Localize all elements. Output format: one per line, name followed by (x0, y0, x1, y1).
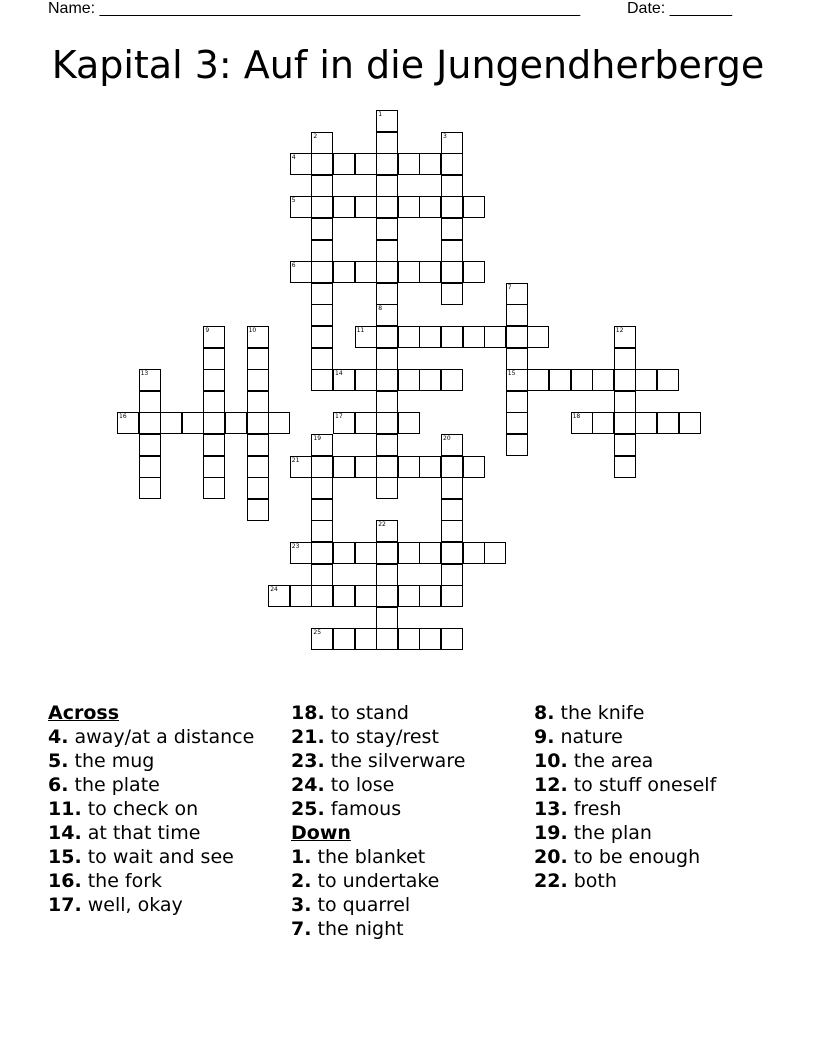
crossword-cell[interactable] (419, 369, 441, 391)
clue-number: 12 (615, 327, 624, 334)
clue-text: to stuff oneself (567, 774, 717, 796)
date-field: Date: _______ (627, 0, 732, 17)
crossword-cell[interactable] (463, 456, 485, 478)
crossword-cell[interactable] (376, 132, 398, 154)
crossword-cell[interactable] (311, 456, 333, 478)
clue-number: 19. (534, 822, 568, 844)
clue-number: 11 (356, 327, 365, 334)
crossword-cell[interactable] (441, 132, 463, 154)
crossword-cell[interactable] (311, 132, 333, 154)
clue-across (291, 750, 521, 772)
clue-number: 25 (313, 629, 322, 637)
crossword-cell[interactable] (311, 369, 333, 391)
clue-number: 17 (335, 413, 343, 421)
clue-column-2 (291, 702, 521, 942)
clue-number: 10 (248, 327, 257, 334)
crossword-cell[interactable] (419, 326, 441, 348)
crossword-cell[interactable] (247, 456, 269, 478)
clue-number: 21 (291, 456, 300, 464)
crossword-cell[interactable] (376, 348, 398, 370)
crossword-cell[interactable] (398, 412, 420, 434)
clue-text: the fork (81, 870, 163, 892)
crossword-cell[interactable] (376, 196, 398, 218)
clue-text: the plan (567, 822, 652, 844)
crossword-cell[interactable] (635, 369, 657, 391)
clue-number: 3 (443, 132, 447, 140)
crossword-cell[interactable] (592, 369, 614, 391)
crossword-cell[interactable] (506, 304, 528, 326)
crossword-cell[interactable] (441, 369, 463, 391)
crossword-cell[interactable] (614, 391, 636, 413)
crossword-cell[interactable] (355, 369, 377, 391)
crossword-cell[interactable] (614, 456, 636, 478)
crossword-cell[interactable] (463, 261, 485, 283)
clue-text: the night (311, 918, 404, 940)
crossword-cell[interactable] (419, 456, 441, 478)
clue-column-3 (534, 702, 794, 894)
crossword-cell[interactable] (247, 477, 269, 499)
clue-down (534, 870, 794, 892)
crossword-cell[interactable] (463, 326, 485, 348)
clue-across (48, 750, 268, 772)
crossword-cell[interactable] (441, 499, 463, 521)
crossword-cell[interactable] (527, 326, 549, 348)
crossword-cell[interactable] (247, 326, 269, 348)
crossword-cell[interactable] (311, 153, 333, 175)
crossword-cell[interactable] (311, 283, 333, 305)
crossword-cell[interactable] (333, 196, 355, 218)
crossword-cell[interactable] (290, 585, 312, 607)
clue-across (291, 702, 521, 724)
crossword-cell[interactable] (506, 434, 528, 456)
crossword-cell[interactable] (311, 240, 333, 262)
crossword-cell[interactable] (506, 412, 528, 434)
crossword-cell[interactable] (398, 153, 420, 175)
clue-number: 19 (313, 435, 322, 442)
clue-number: 24. (291, 774, 325, 796)
crossword-cell[interactable] (311, 304, 333, 326)
clue-down (534, 750, 794, 772)
crossword-cell[interactable] (549, 369, 571, 391)
crossword-cell[interactable] (376, 110, 398, 132)
crossword-cell[interactable] (376, 542, 398, 564)
clue-number: 16. (48, 870, 82, 892)
crossword-cell[interactable] (441, 456, 463, 478)
crossword-cell[interactable] (247, 348, 269, 370)
clue-across (291, 774, 521, 796)
crossword-cell[interactable] (419, 261, 441, 283)
crossword-cell[interactable] (376, 391, 398, 413)
clue-across (48, 798, 268, 820)
clue-number: 14 (335, 370, 343, 378)
clue-column-1 (48, 702, 268, 918)
crossword-cell[interactable] (160, 412, 182, 434)
crossword-cell[interactable] (355, 628, 377, 650)
crossword-cell[interactable] (398, 196, 420, 218)
crossword-cell[interactable] (225, 412, 247, 434)
crossword-cell[interactable] (398, 628, 420, 650)
clue-across (48, 774, 268, 796)
clue-text: to quarrel (311, 894, 411, 916)
clue-text: to stay/rest (324, 726, 439, 748)
crossword-cell[interactable] (398, 326, 420, 348)
clue-down (534, 798, 794, 820)
clue-text: to check on (81, 798, 199, 820)
crossword-cell[interactable] (441, 477, 463, 499)
crossword-cell[interactable] (592, 412, 614, 434)
crossword-cell[interactable] (355, 585, 377, 607)
crossword-cell[interactable] (290, 153, 312, 175)
clue-down (534, 726, 794, 748)
clue-number: 15. (48, 846, 82, 868)
clue-number: 21. (291, 726, 325, 748)
clue-number: 10. (534, 750, 568, 772)
crossword-cell[interactable] (139, 391, 161, 413)
crossword-cell[interactable] (484, 326, 506, 348)
clue-number: 4. (48, 726, 69, 748)
crossword-cell[interactable] (376, 261, 398, 283)
clue-number: 16 (119, 413, 127, 421)
crossword-cell[interactable] (203, 391, 225, 413)
crossword-cell[interactable] (333, 628, 355, 650)
clue-number: 23. (291, 750, 325, 772)
crossword-cell[interactable] (333, 412, 355, 434)
crossword-cell[interactable] (247, 499, 269, 521)
clue-text: the silverware (324, 750, 466, 772)
crossword-cell[interactable] (398, 542, 420, 564)
crossword-cell[interactable] (333, 369, 355, 391)
crossword-cell[interactable] (247, 391, 269, 413)
clue-text: away/at a distance (68, 726, 255, 748)
down-heading: Down (291, 822, 351, 844)
crossword-cell[interactable] (117, 412, 139, 434)
crossword-cell[interactable] (441, 240, 463, 262)
clue-down (534, 702, 794, 724)
crossword-cell[interactable] (376, 434, 398, 456)
crossword-cell[interactable] (311, 520, 333, 542)
crossword-cell[interactable] (290, 196, 312, 218)
crossword-cell[interactable] (419, 196, 441, 218)
crossword-cell[interactable] (657, 369, 679, 391)
crossword-cell[interactable] (441, 196, 463, 218)
crossword-cell[interactable] (311, 175, 333, 197)
crossword-cell[interactable] (311, 218, 333, 240)
crossword-cell[interactable] (355, 261, 377, 283)
clue-number: 4 (291, 154, 296, 162)
crossword-cell[interactable] (506, 391, 528, 413)
clue-number: 5. (48, 750, 69, 772)
clue-down (534, 774, 794, 796)
clue-number: 18 (572, 413, 581, 421)
crossword-cell[interactable] (376, 412, 398, 434)
clue-number: 7 (507, 283, 512, 291)
crossword-cell[interactable] (441, 628, 463, 650)
clue-number: 3. (291, 894, 312, 916)
crossword-cell[interactable] (139, 369, 161, 391)
clue-number: 6. (48, 774, 69, 796)
crossword-cell[interactable] (441, 218, 463, 240)
clue-number: 14. (48, 822, 82, 844)
clue-across (48, 726, 268, 748)
crossword-cell[interactable] (376, 520, 398, 542)
clue-number: 2 (313, 132, 318, 140)
crossword-cell[interactable] (506, 283, 528, 305)
clue-number: 8 (378, 305, 383, 313)
crossword-cell[interactable] (376, 218, 398, 240)
crossword-cell[interactable] (355, 456, 377, 478)
crossword-cell[interactable] (203, 369, 225, 391)
clue-across (48, 846, 268, 868)
crossword-cell[interactable] (311, 348, 333, 370)
crossword-cell[interactable] (441, 261, 463, 283)
crossword-cell[interactable] (311, 326, 333, 348)
clue-number: 18. (291, 702, 325, 724)
clue-number: 15 (507, 370, 516, 378)
clue-text: to wait and see (81, 846, 234, 868)
crossword-cell[interactable] (376, 456, 398, 478)
crossword-cell[interactable] (139, 477, 161, 499)
clue-text: to lose (324, 774, 395, 796)
page-title: Kapital 3: Auf in die Jungendherberge (51, 43, 765, 87)
crossword-cell[interactable] (441, 542, 463, 564)
clue-text: to stand (324, 702, 409, 724)
crossword-cell[interactable] (398, 369, 420, 391)
crossword-cell[interactable] (376, 477, 398, 499)
clue-text: fresh (567, 798, 622, 820)
crossword-cell[interactable] (203, 456, 225, 478)
clue-number: 12. (534, 774, 568, 796)
crossword-cell[interactable] (506, 369, 528, 391)
crossword-cell[interactable] (333, 542, 355, 564)
crossword-cell[interactable] (635, 412, 657, 434)
clue-across (291, 726, 521, 748)
clue-text: famous (324, 798, 402, 820)
crossword-cell[interactable] (376, 326, 398, 348)
crossword-cell[interactable] (419, 628, 441, 650)
crossword-cell[interactable] (441, 153, 463, 175)
clue-number: 25. (291, 798, 325, 820)
across-heading: Across (48, 702, 120, 724)
crossword-cell[interactable] (311, 564, 333, 586)
crossword-cell[interactable] (311, 196, 333, 218)
crossword-cell[interactable] (311, 434, 333, 456)
clue-text: to undertake (311, 870, 440, 892)
crossword-cell[interactable] (333, 585, 355, 607)
crossword-cell[interactable] (311, 628, 333, 650)
clue-across (48, 894, 268, 916)
crossword-cell[interactable] (441, 564, 463, 586)
crossword-cell[interactable] (506, 348, 528, 370)
clue-number: 9. (534, 726, 555, 748)
crossword-cell[interactable] (376, 564, 398, 586)
crossword-cell[interactable] (139, 456, 161, 478)
crossword-cell[interactable] (614, 348, 636, 370)
crossword-cell[interactable] (376, 283, 398, 305)
clue-number: 1 (378, 111, 383, 118)
clue-number: 2. (291, 870, 312, 892)
crossword-cell[interactable] (203, 326, 225, 348)
clue-across (291, 798, 521, 820)
crossword-cell[interactable] (139, 434, 161, 456)
crossword-cell[interactable] (311, 585, 333, 607)
clue-number: 23 (291, 543, 300, 550)
crossword-cell[interactable] (333, 261, 355, 283)
crossword-cell[interactable] (441, 326, 463, 348)
crossword-cell[interactable] (463, 542, 485, 564)
clue-text: both (567, 870, 617, 892)
clue-number: 7. (291, 918, 312, 940)
clue-down (291, 894, 521, 916)
crossword-cell[interactable] (376, 628, 398, 650)
clue-down (291, 870, 521, 892)
crossword-cell[interactable] (506, 326, 528, 348)
crossword-cell[interactable] (376, 585, 398, 607)
crossword-cell[interactable] (290, 261, 312, 283)
clue-down (534, 822, 794, 844)
crossword-cell[interactable] (398, 261, 420, 283)
clue-number: 6 (291, 262, 296, 270)
crossword-cell[interactable] (311, 261, 333, 283)
clue-number: 20 (443, 435, 451, 442)
clue-number: 5 (291, 197, 296, 205)
clue-number: 13. (534, 798, 568, 820)
crossword-cell[interactable] (419, 153, 441, 175)
name-field: Name: ______________________________________________________ (48, 0, 581, 17)
crossword-cell[interactable] (376, 240, 398, 262)
crossword-cell[interactable] (614, 412, 636, 434)
crossword-cell[interactable] (571, 412, 593, 434)
crossword-cell[interactable] (614, 326, 636, 348)
clue-text: to be enough (567, 846, 701, 868)
crossword-cell[interactable] (657, 412, 679, 434)
clue-number: 11. (48, 798, 82, 820)
crossword-cell[interactable] (182, 412, 204, 434)
clue-number: 9 (205, 327, 210, 334)
clue-text: the area (567, 750, 654, 772)
clue-across (48, 822, 268, 844)
crossword-cell[interactable] (311, 542, 333, 564)
crossword-cell[interactable] (355, 412, 377, 434)
crossword-cell[interactable] (247, 369, 269, 391)
crossword-cell[interactable] (376, 607, 398, 629)
clue-number: 24 (270, 586, 278, 594)
crossword-cell[interactable] (139, 412, 161, 434)
crossword-cell[interactable] (355, 542, 377, 564)
clue-text: nature (554, 726, 623, 748)
crossword-cell[interactable] (527, 369, 549, 391)
crossword-cell[interactable] (290, 456, 312, 478)
crossword-cell[interactable] (247, 434, 269, 456)
clue-number: 22. (534, 870, 568, 892)
crossword-cell[interactable] (441, 175, 463, 197)
clue-number: 20. (534, 846, 568, 868)
clue-text: the blanket (311, 846, 426, 868)
crossword-cell[interactable] (398, 585, 420, 607)
clue-across (48, 870, 268, 892)
crossword-cell[interactable] (441, 434, 463, 456)
clue-number: 1. (291, 846, 312, 868)
clue-text: the knife (554, 702, 645, 724)
crossword-cell[interactable] (311, 499, 333, 521)
crossword-cell[interactable] (355, 196, 377, 218)
crossword-cell[interactable] (355, 326, 377, 348)
crossword-cell[interactable] (419, 542, 441, 564)
crossword-cell[interactable] (311, 477, 333, 499)
crossword-cell[interactable] (203, 477, 225, 499)
crossword-cell[interactable] (571, 369, 593, 391)
crossword-cell[interactable] (376, 175, 398, 197)
crossword-cell[interactable] (463, 196, 485, 218)
clue-number: 13 (140, 370, 149, 378)
crossword-cell[interactable] (441, 585, 463, 607)
crossword-cell[interactable] (679, 412, 701, 434)
clue-number: 17. (48, 894, 82, 916)
crossword-cell[interactable] (376, 369, 398, 391)
crossword-cell[interactable] (268, 585, 290, 607)
crossword-cell[interactable] (355, 153, 377, 175)
crossword-cell[interactable] (376, 153, 398, 175)
clue-text: the mug (68, 750, 155, 772)
crossword-cell[interactable] (290, 542, 312, 564)
clue-down (534, 846, 794, 868)
crossword-cell[interactable] (441, 520, 463, 542)
crossword-cell[interactable] (247, 412, 269, 434)
crossword-cell[interactable] (614, 434, 636, 456)
crossword-cell[interactable] (333, 456, 355, 478)
crossword-cell[interactable] (203, 348, 225, 370)
crossword-cell[interactable] (268, 412, 290, 434)
crossword-cell[interactable] (333, 153, 355, 175)
clue-number: 8. (534, 702, 555, 724)
clue-text: at that time (81, 822, 201, 844)
crossword-cell[interactable] (398, 456, 420, 478)
crossword-cell[interactable] (614, 369, 636, 391)
clue-number: 22 (378, 521, 386, 529)
crossword-cell[interactable] (376, 304, 398, 326)
crossword-cell[interactable] (203, 412, 225, 434)
crossword-cell[interactable] (419, 585, 441, 607)
crossword-cell[interactable] (203, 434, 225, 456)
clue-text: the plate (68, 774, 160, 796)
clue-text: well, okay (81, 894, 183, 916)
crossword-cell[interactable] (484, 542, 506, 564)
clue-down (291, 846, 521, 868)
crossword-cell[interactable] (441, 283, 463, 305)
clue-down (291, 918, 521, 940)
